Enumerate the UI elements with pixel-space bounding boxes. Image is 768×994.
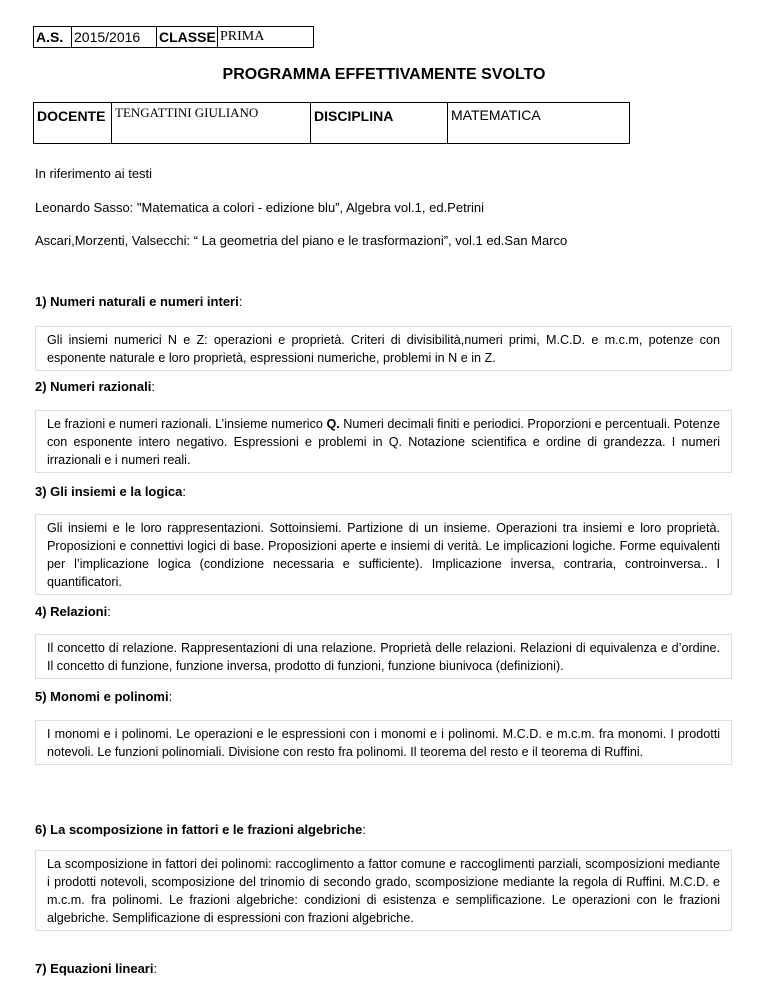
references-intro: In riferimento ai testi — [35, 166, 153, 181]
reference-book-2: Ascari,Morzenti, Valsecchi: “ La geometria del piano e le trasformazioni”, vol.1 ed.San Marco — [35, 233, 568, 248]
section-title: 6) La scomposizione in fattori e le frazioni algebriche: — [35, 822, 366, 837]
teacher-table — [33, 102, 630, 144]
school-year: 2015/2016 — [72, 27, 157, 47]
section-body: Le frazioni e numeri razionali. L’insieme numerico Q. Numeri decimali finiti e periodici. Proporzioni e percentuali. Potenze con esponente intero negativo. Espressioni e problemi in Q. Notazione scientifica e ordine di grandezza. I numeri irrazionali e i numeri reali. — [47, 417, 720, 467]
section-title: 3) Gli insiemi e la logica: — [35, 484, 187, 499]
section-body-box — [35, 514, 732, 595]
section-title: 2) Numeri razionali: — [35, 379, 155, 394]
section-body-box — [35, 634, 732, 679]
classe-value: PRIMA — [220, 29, 265, 44]
section-body-box — [35, 720, 732, 765]
section-body-box — [35, 326, 732, 371]
section-body: I monomi e i polinomi. Le operazioni e le espressioni con i monomi e i polinomi. M.C.D. e m.c.m. fra monomi. I prodotti notevoli. Le funzioni polinomiali. Divisione con resto fra polinomi. Il teorema del resto e il teorema di Ruffini. — [47, 727, 720, 759]
classe-label: CLASSE — [157, 27, 218, 47]
header-table — [33, 26, 314, 48]
section-title: 4) Relazioni: — [35, 604, 111, 619]
reference-book-1: Leonardo Sasso: "Matematica a colori - edizione blu”, Algebra vol.1, ed.Petrini — [35, 200, 485, 215]
docente-value: TENGATTINI GIULIANO — [112, 103, 311, 143]
section-title: 7) Equazioni lineari: — [35, 961, 158, 976]
section-body-box — [35, 850, 732, 931]
section-body-box — [35, 410, 732, 473]
section-body: Il concetto di relazione. Rappresentazioni di una relazione. Proprietà delle relazioni. Relazioni di equivalenza e d’ordine. Il concetto di funzione, funzione inversa, prodotto di funzioni, funzione biunivoca (definizioni). — [47, 641, 720, 673]
as-label: A.S. — [34, 27, 72, 47]
disciplina-value: MATEMATICA — [451, 107, 541, 123]
page-title: PROGRAMMA EFFETTIVAMENTE SVOLTO — [222, 66, 546, 83]
section-body: Gli insiemi e le loro rappresentazioni. Sottoinsiemi. Partizione di un insieme. Operazioni tra insiemi e loro proprietà. Proposizioni e connettivi logici di base. Proposizioni aperte e insiemi di verità. Le implicazioni logiche. Forme equivalenti per l’implicazione logica (condizione necessaria e sufficiente). Implicazione inversa, contraria, controinversa.. I quantificatori. — [47, 521, 720, 589]
section-body: Gli insiemi numerici N e Z: operazioni e proprietà. Criteri di divisibilità,numeri primi, M.C.D. e m.c.m, potenze con esponente naturale e loro proprietà, espressioni numeriche, problemi in N e in Z. — [47, 333, 720, 365]
section-body: La scomposizione in fattori dei polinomi: raccoglimento a fattor comune e raccoglimenti parziali, scomposizioni mediante i prodotti notevoli, scomposizione del trinomio di secondo grado, scomposizione mediante la regola di Ruffini. M.C.D. e m.c.m. fra polinomi. Le frazioni algebriche: condizioni di esistenza e semplificazione. Le operazioni con le frazioni algebriche. Semplificazione di espressioni con frazioni algebriche. — [47, 857, 720, 925]
section-title: 1) Numeri naturali e numeri interi: — [35, 294, 243, 309]
docente-label: DOCENTE — [34, 103, 112, 143]
section-title: 5) Monomi e polinomi: — [35, 689, 173, 704]
disciplina-label: DISCIPLINA — [311, 103, 448, 143]
